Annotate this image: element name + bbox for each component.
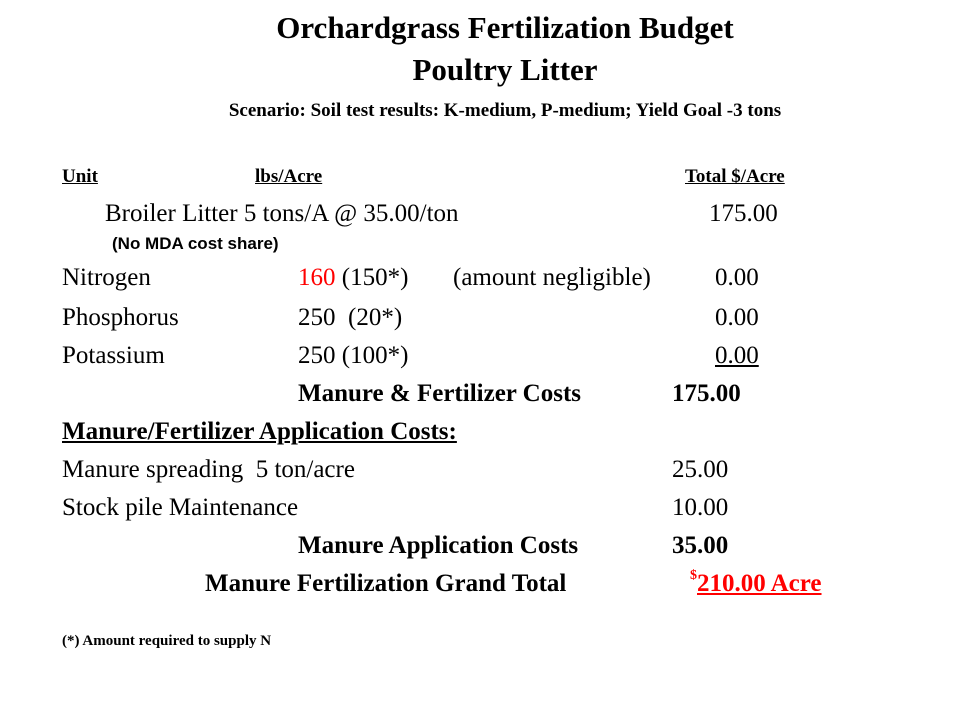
- subtotal-value: 175.00: [672, 380, 741, 407]
- nutrient-value: 0.00: [715, 342, 759, 369]
- section-heading: Manure/Fertilizer Application Costs:: [62, 418, 457, 445]
- header-total: Total $/Acre: [685, 166, 785, 187]
- nutrient-comment: (amount negligible): [453, 264, 651, 291]
- nutrient-value: 0.00: [715, 264, 759, 291]
- litter-description: Broiler Litter 5 tons/A @ 35.00/ton: [105, 200, 459, 227]
- application-value: 25.00: [672, 456, 729, 483]
- litter-note: (No MDA cost share): [112, 234, 279, 253]
- application-label: Manure spreading 5 ton/acre: [62, 456, 355, 483]
- nutrient-name: Phosphorus: [62, 304, 179, 331]
- grand-total-value: $210.00 Acre: [690, 568, 822, 597]
- header-unit: Unit: [62, 166, 98, 187]
- header-lbs: lbs/Acre: [255, 166, 323, 187]
- footnote: (*) Amount required to supply N: [62, 633, 272, 649]
- scenario-line: Scenario: Soil test results: K-medium, P-medium; Yield Goal -3 tons: [228, 100, 782, 121]
- application-value: 10.00: [672, 494, 729, 521]
- subtotal-label: Manure & Fertilizer Costs: [298, 380, 582, 407]
- nutrient-amount: 160 (150*): [298, 264, 409, 291]
- litter-value: 175.00: [709, 200, 778, 227]
- currency-symbol: $: [690, 568, 697, 583]
- nutrient-value: 0.00: [715, 304, 759, 331]
- application-label: Stock pile Maintenance: [62, 494, 299, 521]
- nutrient-name: Potassium: [62, 342, 165, 369]
- subtotal-label: Manure Application Costs: [298, 532, 579, 559]
- nutrient-amount: 250 (100*): [298, 342, 409, 369]
- grand-total-label: Manure Fertilization Grand Total: [205, 570, 567, 597]
- page-title: Orchardgrass Fertilization Budget: [276, 10, 734, 45]
- page-subtitle: Poultry Litter: [412, 52, 598, 87]
- nutrient-amount: 250 (20*): [298, 304, 403, 331]
- subtotal-value: 35.00: [672, 532, 729, 559]
- nutrient-name: Nitrogen: [62, 264, 151, 291]
